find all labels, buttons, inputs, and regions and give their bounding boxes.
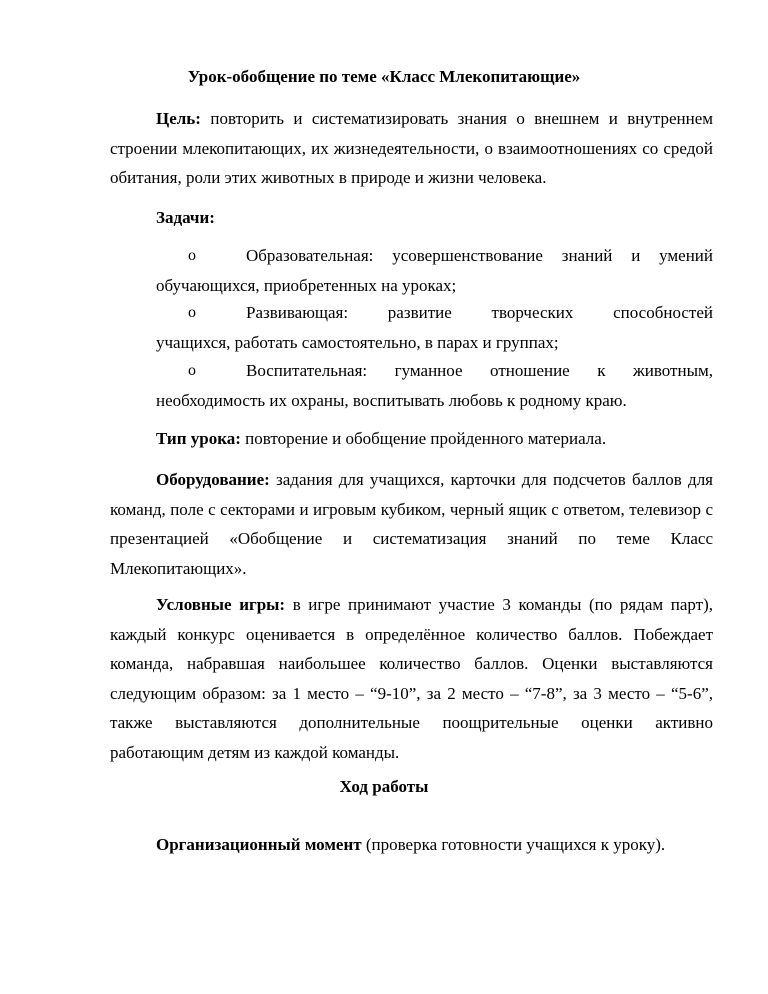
task-item-educational <box>156 241 713 300</box>
goal-text: повторить и систематизировать знания о внешнем и внутреннем строении млекопитающих, их жизнедеятельности, о взаимоотношениях со средой обитания, роли этих животных в природе и жизни человека. <box>110 109 713 187</box>
equipment-text: задания для учащихся, карточки для подсчетов баллов для команд, поле с секторами и игровым кубиком, черный ящик с ответом, телевизор с презентацией «Обобщение и систематизация знаний по теме Класс Млекопитающих». <box>110 470 713 578</box>
bullet-icon: o <box>188 247 196 264</box>
task-item-continuation: необходимость их охраны, воспитывать любовь к родному краю. <box>156 390 627 410</box>
goal-label: Цель: <box>156 109 201 128</box>
org-moment-label: Организационный момент <box>156 835 362 854</box>
task-item-first-line: Развивающая: развитие творческих способностей <box>246 303 713 322</box>
equipment-paragraph <box>110 465 713 583</box>
document-title: Урок-обобщение по теме «Класс Млекопитающие» <box>187 67 581 86</box>
org-moment-paragraph <box>110 830 713 860</box>
task-item-developing <box>156 298 713 357</box>
goal-paragraph <box>110 104 713 193</box>
task-item-first-line: Образовательная: усовершенствование знаний и умений <box>246 246 713 265</box>
equipment-label: Оборудование: <box>156 470 270 489</box>
bullet-icon: o <box>188 304 196 321</box>
bullet-icon: o <box>188 362 196 379</box>
progress-heading: Ход работы <box>339 777 429 796</box>
task-item-upbringing <box>156 356 713 415</box>
lesson-type-label: Тип урока: <box>156 429 241 448</box>
lesson-type-text: повторение и обобщение пройденного материала. <box>240 429 607 448</box>
lesson-type-paragraph <box>110 424 713 454</box>
task-item-continuation: учащихся, работать самостоятельно, в парах и группах; <box>156 332 559 352</box>
rules-text: в игре принимают участие 3 команды (по рядам парт), каждый конкурс оценивается в определённое количество баллов. Побеждает команда, набравшая наибольшее количество баллов. Оценки выставляются следующим образом: за 1 место – “9-10”, за 2 место – “7-8”, за 3 место – “5-6”, также выставляются дополнительные поощрительные оценки активно работающим детям из каждой команды. <box>110 595 713 762</box>
rules-paragraph <box>110 590 713 767</box>
task-item-continuation: обучающихся, приобретенных на уроках; <box>156 275 457 295</box>
org-moment-text: (проверка готовности учащихся к уроку). <box>361 835 666 854</box>
tasks-heading: Задачи: <box>156 208 215 227</box>
rules-label: Условные игры: <box>156 595 286 614</box>
task-item-first-line: Воспитательная: гуманное отношение к животным, <box>246 361 713 380</box>
